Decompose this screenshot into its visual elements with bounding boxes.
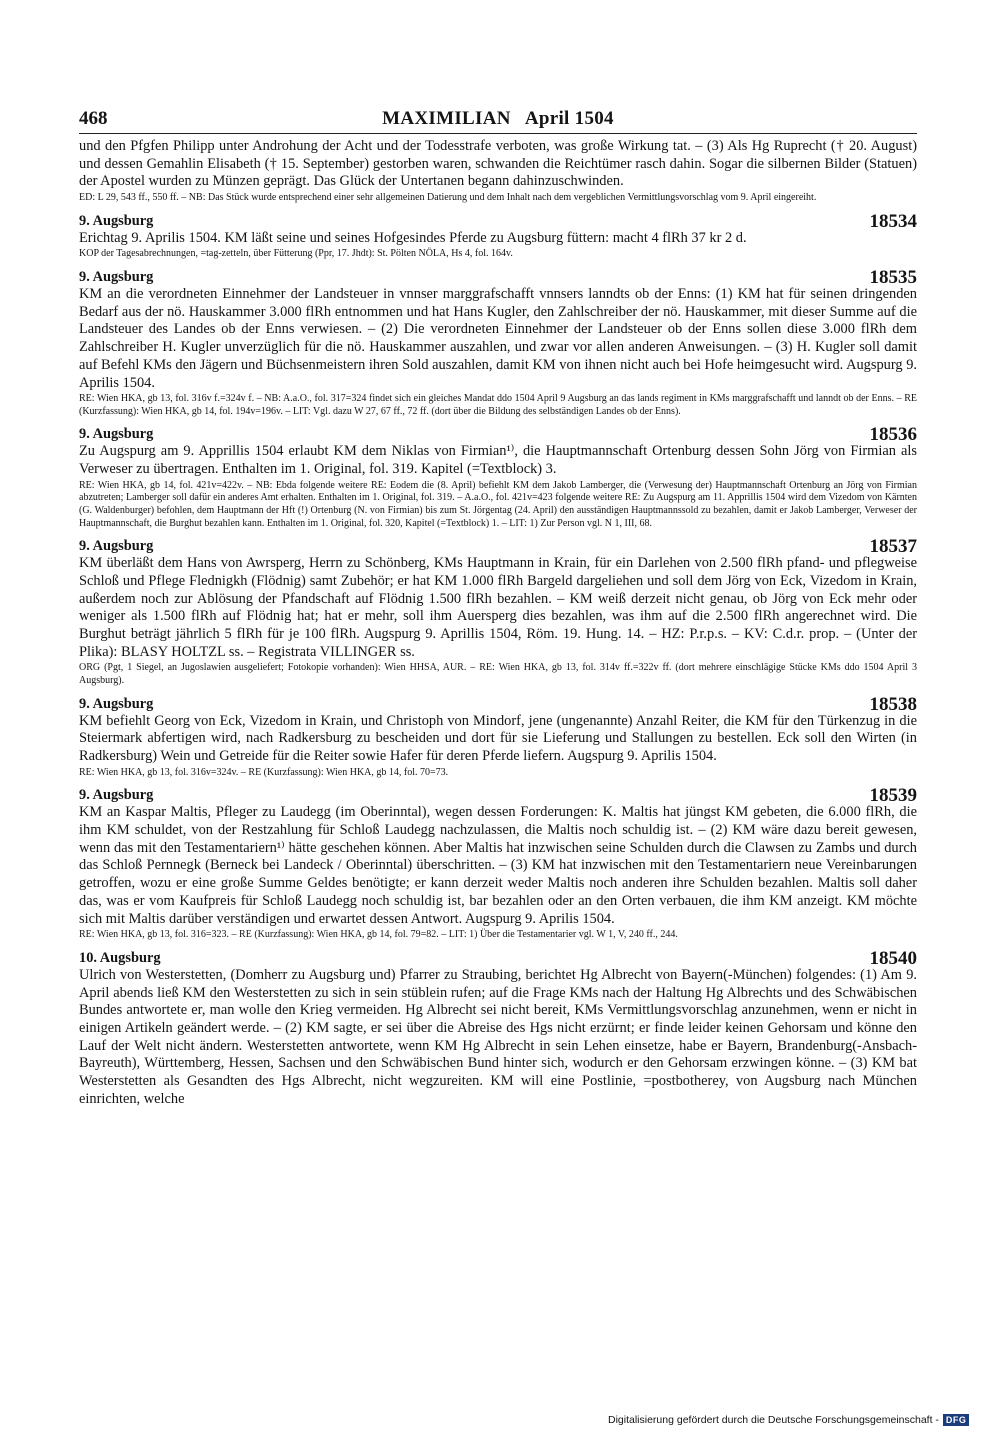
- entry-location: 10. Augsburg: [79, 949, 161, 966]
- entry-head: [79, 785, 917, 807]
- entry: [79, 787, 917, 942]
- entry-note: RE: Wien HKA, gb 13, fol. 316=323. – RE (Kurzfassung): Wien HKA, gb 14, fol. 79=82. – LIT: 1) Über die Testamentarier vgl. W 1, V, 240 ff., 244.: [79, 929, 678, 941]
- entry-head: [79, 947, 917, 969]
- dfg-logo: DFG: [943, 1414, 970, 1426]
- entry-text: KM an Kaspar Maltis, Pfleger zu Laudegg (im Oberinntal), wegen dessen Forderungen: K. Maltis hat jüngst KM gebeten, die 6.000 flRh, die ihm KM schuldet, von der Restzahlung für Schloß Laudegg nachzulassen, die Maltis noch schuldig ist. – (2) KM wäre dazu bereit gewesen, wenn das mit den Testamentariern¹⁾ hätte geschehen können. Aber Maltis hat inzwischen seine Schulden durch die Clawsen zu Zambs und durch das Schloß Pernnegk (Berneck bei Landeck / Oberinntal) überschritten. – (3) KM hat inzwischen mit den Testamentariern neue Vereinbarungen getroffen, wozu er eine große Summe Geldes benötigte; er kann derzeit weder Maltis noch anderen ihre Schulden bezahlen. Maltis soll daher das, was er vom Kaufpreis für Schloß Laudegg noch schuldig ist, bar bezahlen oder an den Orten verbauen, die ihm KM anzeigt. KM möchte sich mit Maltis darüber verständigen und erwartet dessen Antwort. Augspurg 9. Aprilis 1504.: [79, 804, 917, 927]
- entry-note: RE: Wien HKA, gb 13, fol. 316v=324v. – RE (Kurzfassung): Wien HKA, gb 14, fol. 70=73.: [79, 766, 449, 778]
- entry-text: Ulrich von Westerstetten, (Domherr zu Augsburg und) Pfarrer zu Straubing, berichtet Hg Albrecht von Bayern(-München) folgendes: (1) Am 9. April abends ließ KM den Westerstetten zu sich in sein stüblein rufen; auf die Frage KMs nach der Haltung Hg Albrechts und des Schwäbischen Bundes antwortete er, man wolle den Krieg vermeiden. Hg Albrecht sei nicht bereit, KMs Vermittlungsvorschlag anzunehmen, wenn er nicht in einigen Artikeln geändert werde. – (2) KM sagte, er sei über die Abreise des Hgs nicht erzürnt; er finde leider keinen Gehorsam und könne den Lauf der Welt nicht ändern. Westerstetten antwortete, wenn KM Hg Albrecht in sein Lehen einsetze, habe er Bayern, Brandenburg(-Ansbach-Bayreuth), Württemberg, Hessen, Sachsen und den Schwäbischen Bund hinter sich, wodurch er den Gehorsam erzwingen könne. – (3) KM bat Westerstetten als Gesandten des Hgs Albrecht, nicht wegzureiten. KM will eine Postlinie, =postbotherey, von Augsburg nach München einrichten, welche: [79, 966, 917, 1107]
- entry-number: 18539: [869, 785, 917, 807]
- intro-text: und den Pfgfen Philipp unter Androhung der Acht und der Todesstrafe verboten, was große Wirkung tat. – (3) Als Hg Ruprecht († 20. August) und dessen Gemahlin Elisabeth († 15. September) gestorben waren, schwanden die Reichtümer rasch dahin. Sogar die silbernen Bilder (Statuen) der Apostel wurden zu Münzen geprägt. Das Glück der Untertanen begann dahinzuschwinden.: [79, 138, 917, 190]
- entry-head: [79, 210, 917, 232]
- entry: [79, 210, 917, 261]
- entry-text: Zu Augspurg am 9. Apprillis 1504 erlaubt KM dem Niklas von Firmian¹⁾, die Hauptmannschaft Ortenburg dessen Sohn Jörg von Firmian als Verweser zu übertragen. Enthalten im 1. Original, fol. 319. Kapitel (=Textblock) 3.: [79, 443, 917, 478]
- entry-text: KM befiehlt Georg von Eck, Vizedom in Krain, und Christoph von Mindorf, jene (ungenannte) Anzahl Reiter, die KM für den Türkenzug in die Steiermark abfertigen wird, nach Radkersburg zu bescheiden und dort für sie Lieferung und Stallungen zu bestellen. Eck soll den Wirten (in Radkersburg) Wein und Getreide für die Reiter sowie Hafer für deren Pferde liefern. Augspurg 9. Aprilis 1504.: [79, 712, 917, 764]
- entry-number: 18536: [869, 424, 917, 446]
- entry-location: 9. Augsburg: [79, 212, 154, 229]
- entry-number: 18537: [869, 536, 917, 558]
- entry: [79, 947, 917, 1109]
- entry-note: RE: Wien HKA, gb 14, fol. 421v=422v. – NB: Ebda folgende weitere RE: Eodem die (8. April) befiehlt KM dem Jakob Lamberger, die (Verwesung der) Hauptmannschaft Ortenburg an Jörg von Firmian abzutreten; Lamberger soll dafür ein anderes Amt erhalten. Enthalten im 1. Original, fol. 319. – A.a.O., fol. 421v=423 folgende weitere RE: Zu Augspurg am 11. Apprillis 1504 wird dem Vizedom von Kärnten (G. Waldenburger) befohlen, dem Hauptmann der Hft (!) Ortenburg (N. von Firmian) bis zum St. Jörgentag (24. April) den ausständigen Hauptmannssold zu bezahlen, damit er Jakob Lamberger, Verweser der Hauptmannschaft, die Burghut bezahlen kann. Enthalten im 1. Original, fol. 320, Kapitel (=Textblock) 1. – LIT: 1) Zur Person vgl. N 1, III, 68.: [79, 479, 917, 529]
- running-title: MAXIMILIAN April 1504: [382, 108, 614, 129]
- entry-head: [79, 424, 917, 446]
- entry-head: [79, 536, 917, 558]
- entry-location: 9. Augsburg: [79, 426, 154, 443]
- entry-number: 18540: [869, 947, 917, 969]
- intro-note: ED: L 29, 543 ff., 550 ff. – NB: Das Stück wurde entsprechend einer sehr allgemeinen Datierung und dem Inhalt nach dem vergeblichen Vermittlungsvorschlag vom 9. April eingereiht.: [79, 192, 817, 204]
- page-header: [79, 108, 917, 134]
- entry-location: 9. Augsburg: [79, 538, 154, 555]
- entry-number: 18535: [869, 267, 917, 288]
- entry-location: 9. Augsburg: [79, 695, 154, 712]
- footer-credit: Digitalisierung gefördert durch die Deutsche Forschungsgemeinschaft -: [608, 1414, 939, 1426]
- entry-number: 18534: [869, 210, 917, 232]
- page-number: 468: [79, 108, 108, 129]
- entry: [79, 426, 917, 530]
- entry-location: 9. Augsburg: [79, 787, 154, 804]
- page-footer: [608, 1414, 969, 1426]
- entry-head: [79, 693, 917, 715]
- entry: [79, 269, 917, 418]
- document-page: [79, 108, 917, 1108]
- entry-head: [79, 269, 917, 286]
- entry-note: KOP der Tagesabrechnungen, =tag-zetteln, über Fütterung (Ppr, 17. Jhdt): St. Pölten NÖLA, Hs 4, fol. 164v.: [79, 248, 513, 260]
- entry-location: 9. Augsburg: [79, 269, 154, 285]
- entry-text: Erichtag 9. Aprilis 1504. KM läßt seine und seines Hofgesindes Pferde zu Augsburg füttern: macht 4 flRh 37 kr 2 d.: [79, 229, 747, 246]
- entry-note: RE: Wien HKA, gb 13, fol. 316v f.=324v f. – NB: A.a.O., fol. 317=324 findet sich ein gleiches Mandat ddo 1504 April 9 Augsburg an das lands regiment in KMs marggrafschafft und lanndt ob der Enns. – RE (Kurzfassung): Wien HKA, gb 14, fol. 194v=196v. – LIT: Vgl. dazu W 27, 67 ff., 72 ff. (dort über die Bildung des selbständigen Landes ob der Enns).: [79, 393, 917, 417]
- entry-number: 18538: [869, 693, 917, 715]
- entry: [79, 538, 917, 687]
- entry: [79, 693, 917, 780]
- entry-note: ORG (Pgt, 1 Siegel, an Jugoslawien ausgeliefert; Fotokopie vorhanden): Wien HHSA, AUR. – RE: Wien HKA, gb 13, fol. 314v ff.=322v ff. (dort mehrere einschlägige Stücke KMs ddo 1504 April 3 Augsburg).: [79, 662, 917, 686]
- entry-text: KM an die verordneten Einnehmer der Landsteuer in vnnser marggrafschafft vnnsers lanndts ob der Enns: (1) KM hat für seinen dringenden Bedarf aus der nö. Hauskammer 3.000 flRh entnommen und hat Hans Kugler, den Zahlschreiber der nö. Hauskammer, mit dieser Summe auf die Landsteuer des Landes ob der Enns verwiesen. – (2) Die verordneten Einnehmer der Landsteuer ob der Enns sollen diese 3.000 flRh dem Zahlschreiber H. Kugler unverzüglich für die nö. Hauskammer auszahlen, und zwar vor allen anderen Anweisungen. – (3) H. Kugler soll damit auf Befehl KMs den Jägern und Büchsenmeistern ihren Sold auszahlen, damit KM von ihnen nicht auch bei Hofe heimgesucht wird. Augspurg 9. Aprilis 1504.: [79, 286, 917, 391]
- entry-text: KM überläßt dem Hans von Awrsperg, Herrn zu Schönberg, KMs Hauptmann in Krain, für ein Darlehen von 2.500 flRh pfand- und pflegweise Schloß und Pflege Flednigkh (Flödnig) samt Zubehör; er hat KM 1.000 flRh Bargeld dargeliehen und soll dem Jörg von Eck, Vizedom in Krain, außerdem noch zur Ablösung der Pfandschaft auf Flödnig 1.500 flRh bezahlen. – KM weiß derzeit nicht genau, ob Jörg von Eck mehr oder weniger als 1.500 flRh auf Flödnig hat; hat er mehr, soll ihm Auersperg dies bezahlen, was ihm auf die 2.500 flRh angerechnet wird. Die Burghut beträgt jährlich 5 flRh für je 100 flRh. Augspurg 9. Aprillis 1504, Röm. 19. Hung. 14. – HZ: P.r.p.s. – KV: C.d.r. prop. – (Unter der Plika): BLASY HOLTZL ss. – Registrata VILLINGER ss.: [79, 555, 917, 660]
